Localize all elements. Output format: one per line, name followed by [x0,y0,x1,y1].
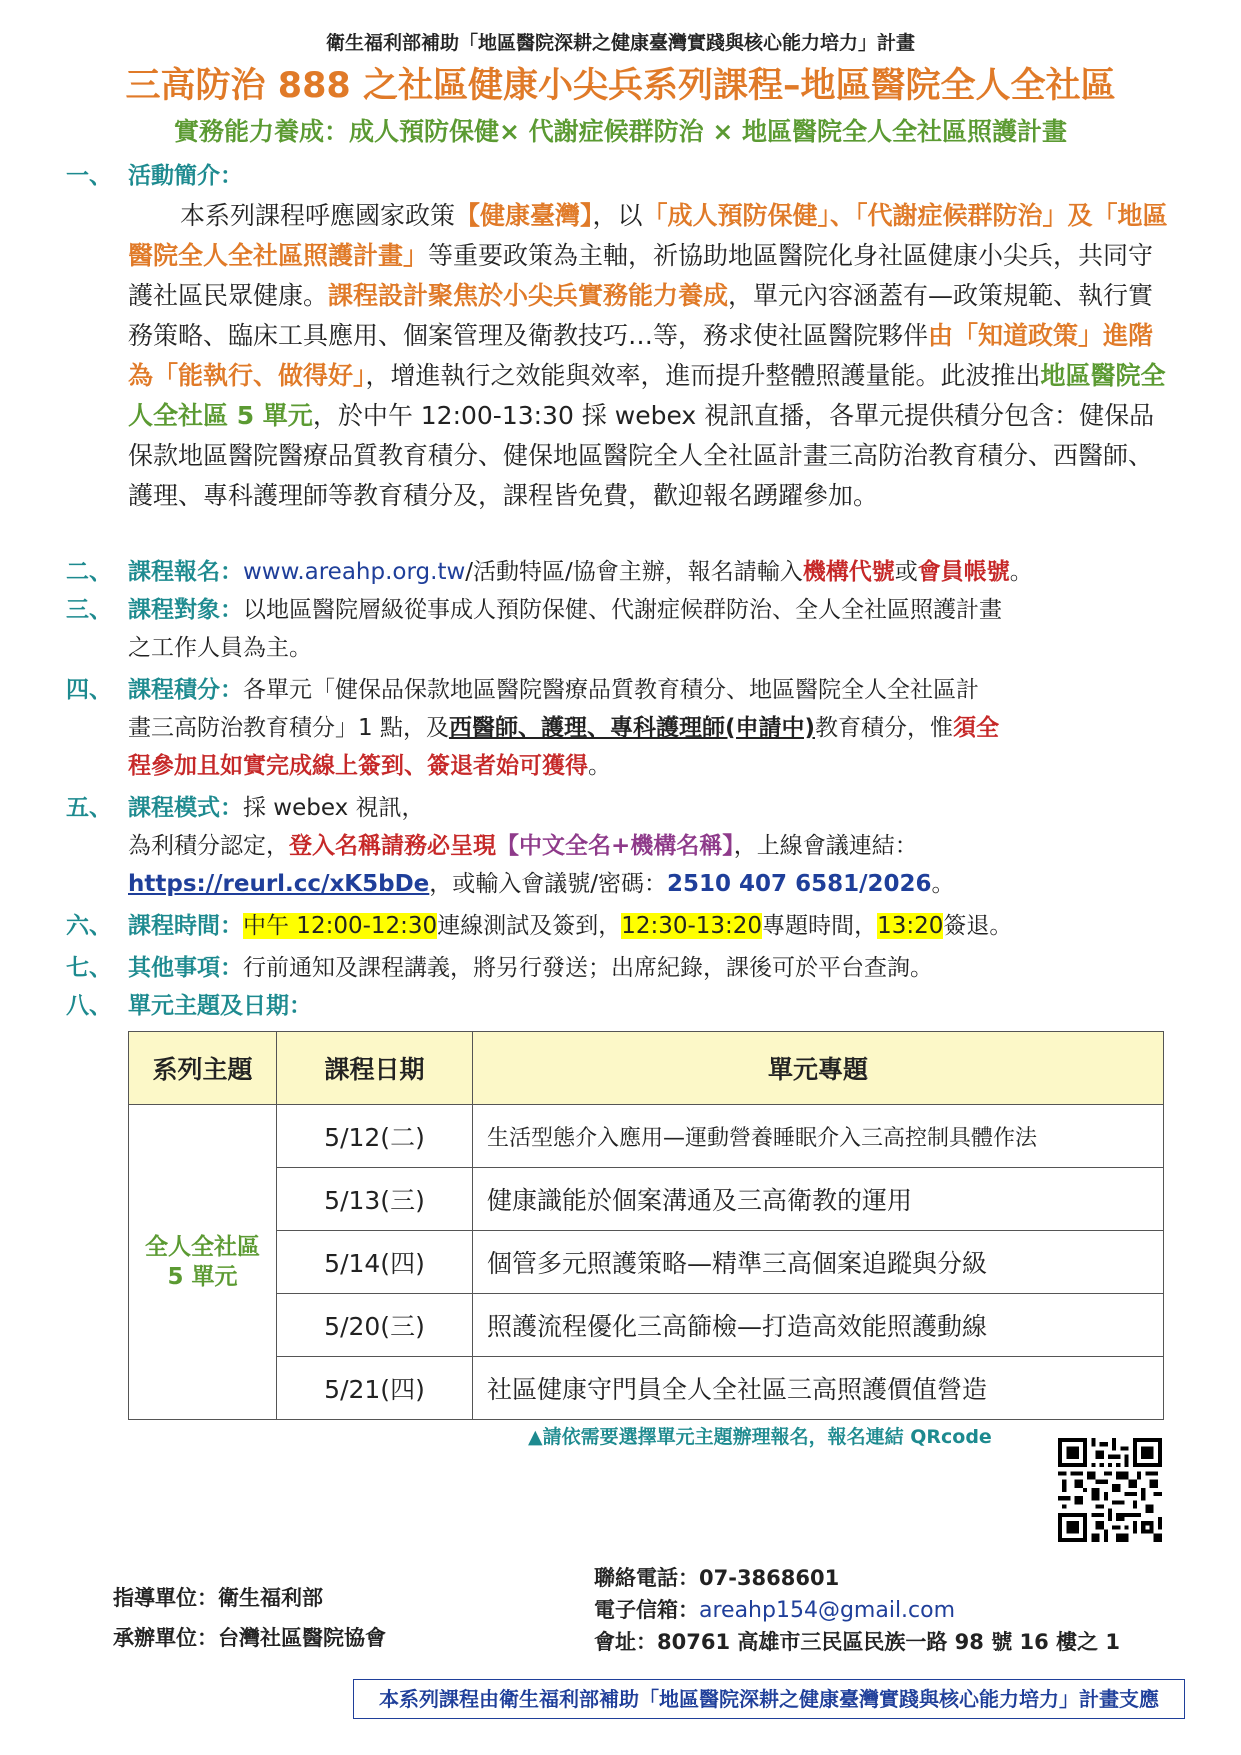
page-title: 三高防治 888 之社區健康小尖兵系列課程–地區醫院全人全社區 [125,66,1116,106]
mode-text: 為利積分認定， [128,833,289,859]
institution-code-label: 機構代號 [802,559,895,585]
section-title: 課程對象： [128,597,243,623]
mode-text: ，上線會議連結： [733,833,918,859]
section-title: 單元主題及日期： [128,993,312,1019]
table-row [129,1105,1164,1168]
section-title: 課程積分： [128,677,243,703]
section-title: 課程報名： [128,559,243,585]
page-subtitle: 實務能力養成：成人預防保健× 代謝症候群防治 × 地區醫院全人全社區照護計畫 [173,117,1067,146]
table-row [129,1357,1164,1420]
mode-text: 採 webex 視訊， [243,795,425,821]
topic-cell: 健康識能於個案溝通及三高衛教的運用 [473,1168,1164,1231]
intro-highlight: 地區醫院全人全社區 5 單元 [128,361,1166,430]
other-text: 行前通知及課程講義，將另行發送；出席紀錄，課後可於平台查詢。 [243,955,933,981]
mode-text: ，或輸入會議號/密碼： [429,871,668,897]
intro-highlight: 課程設計聚焦於小尖兵實務能力養成 [328,281,729,310]
guiding-unit: 指導單位：衛生福利部 [113,1586,323,1610]
section-title: 活動簡介： [128,163,243,189]
intro-text: 本系列課程呼應國家政策 [180,201,456,230]
time-highlight: 中午 12:00-12:30 [243,913,438,939]
registration-text: 或 [894,559,918,585]
member-account-label: 會員帳號 [917,559,1010,585]
section-number: 八、 [66,993,112,1019]
date-cell: 5/14(四) [277,1231,473,1294]
topic-cell: 照護流程優化三高篩檢—打造高效能照護動線 [473,1294,1164,1357]
time-highlight: 12:30-13:20 [621,913,763,939]
section-number: 三、 [66,597,112,623]
series-name: 全人全社區 [145,1234,260,1260]
sponsor-note: 本系列課程由衛生福利部補助「地區醫院深耕之健康臺灣實踐與核心能力培力」計畫支應 [353,1679,1185,1719]
top-line: 衛生福利部補助「地區醫院深耕之健康臺灣實踐與核心能力培力」計畫 [325,32,915,54]
series-cell [129,1105,277,1420]
meeting-code: 2510 407 6581/2026 [667,871,932,897]
credits-condition: 程參加且如實完成線上簽到、簽退者始可獲得 [128,753,588,779]
credits-text: 畫三高防治教育積分」1 點，及 [128,715,449,741]
credits-text: 各單元「健保品保款地區醫院醫療品質教育積分、地區醫院全人全社區計 [243,677,979,703]
contact-address: 會址：80761 高雄市三民區民族一路 98 號 16 樓之 1 [594,1630,1120,1654]
section-number: 一、 [66,163,112,189]
table-header-row [129,1032,1164,1105]
intro-highlight: 【健康臺灣】 [455,201,593,230]
topic-cell: 生活型態介入應用—運動營養睡眠介入三高控制具體作法 [473,1105,1164,1168]
organizing-unit: 承辦單位：台灣社區醫院協會 [113,1626,386,1650]
registration-text: 。 [1009,559,1033,585]
email-link[interactable]: areahp154@gmail.com [699,1598,956,1623]
table-row [129,1231,1164,1294]
credits-professions: 西醫師、護理、專科護理師(申請中) [448,715,815,741]
units-table [128,1031,1164,1420]
login-name-requirement: 登入名稱請務必呈現 [289,833,496,859]
registration-link[interactable]: www.areahp.org.tw [243,559,466,585]
series-count: 5 單元 [167,1264,238,1290]
section-title: 課程模式： [128,795,243,821]
topic-cell: 社區健康守門員全人全社區三高照護價值營造 [473,1357,1164,1420]
section-number: 五、 [66,795,112,821]
section-number: 四、 [66,677,112,703]
date-cell: 5/21(四) [277,1357,473,1420]
intro-text: ，增進執行之效能與效率，進而提升整體照護量能。此波推出 [365,361,1041,390]
intro-highlight: 「成人預防保健」、「代謝症候群防治」及「地區醫院全人全社區照護計畫」 [128,201,1168,270]
credits-text: 教育積分，惟 [814,715,953,741]
contact-phone: 聯絡電話：07-3868601 [594,1566,840,1590]
login-name-format: 【中文全名+機構名稱】 [496,833,734,859]
intro-text: ，於中午 12:00-13:30 採 webex 視訊直播，各單元提供積分包含：健保品保款地區醫院醫療品質教育積分、健保地區醫院全人全社區計畫三高防治教育積分、西醫師、護理、專科護理師等教育積分及，課程皆免費，歡迎報名踴躍參加。 [128,401,1155,510]
date-cell: 5/12(二) [277,1105,473,1168]
mode-text: 。 [931,871,955,897]
time-text: 專題時間， [762,913,878,939]
date-cell: 5/20(三) [277,1294,473,1357]
section-number: 二、 [66,559,112,585]
section-title: 其他事項： [128,955,243,981]
email-label: 電子信箱： [594,1598,699,1622]
table-header: 課程日期 [277,1032,473,1105]
time-highlight: 13:20 [877,913,944,939]
table-header: 系列主題 [129,1032,277,1105]
table-row [129,1294,1164,1357]
contact-email-row [594,1594,955,1624]
intro-paragraph [128,196,1168,516]
section-number: 七、 [66,955,112,981]
qr-code-icon[interactable] [1058,1438,1162,1542]
time-text: 簽退。 [943,913,1013,939]
audience-text: 之工作人員為主。 [128,635,312,661]
intro-text: ，以 [592,201,643,230]
audience-text: 以地區醫院層級從事成人預防保健、代謝症候群防治、全人全社區照護計畫 [243,597,1002,623]
date-cell: 5/13(三) [277,1168,473,1231]
meeting-link[interactable]: https://reurl.cc/xK5bDe [128,871,430,897]
registration-text: /活動特區/協會主辦，報名請輸入 [465,559,803,585]
intro-text: 等重要政策為主軸，祈協助地區醫院化身社區健康小尖兵，共同守護社區民眾健康。 [128,241,1154,310]
section-number: 六、 [66,913,112,939]
credits-text: 。 [588,753,611,779]
section-title: 課程時間： [128,913,243,939]
credits-condition: 須全 [952,715,999,741]
table-row [129,1168,1164,1231]
intro-text: ，單元內容涵蓋有—政策規範、執行實務策略、臨床工具應用、個案管理及衛教技巧…等，務求使社區醫院夥伴 [128,281,1154,350]
qrcode-note: ▲請依需要選擇單元主題辦理報名，報名連結 QRcode [528,1426,992,1448]
topic-cell: 個管多元照護策略—精準三高個案追蹤與分級 [473,1231,1164,1294]
intro-highlight: 由「知道政策」進階為「能執行、做得好」 [128,321,1154,390]
table-header: 單元專題 [473,1032,1164,1105]
time-text: 連線測試及簽到， [437,913,622,939]
